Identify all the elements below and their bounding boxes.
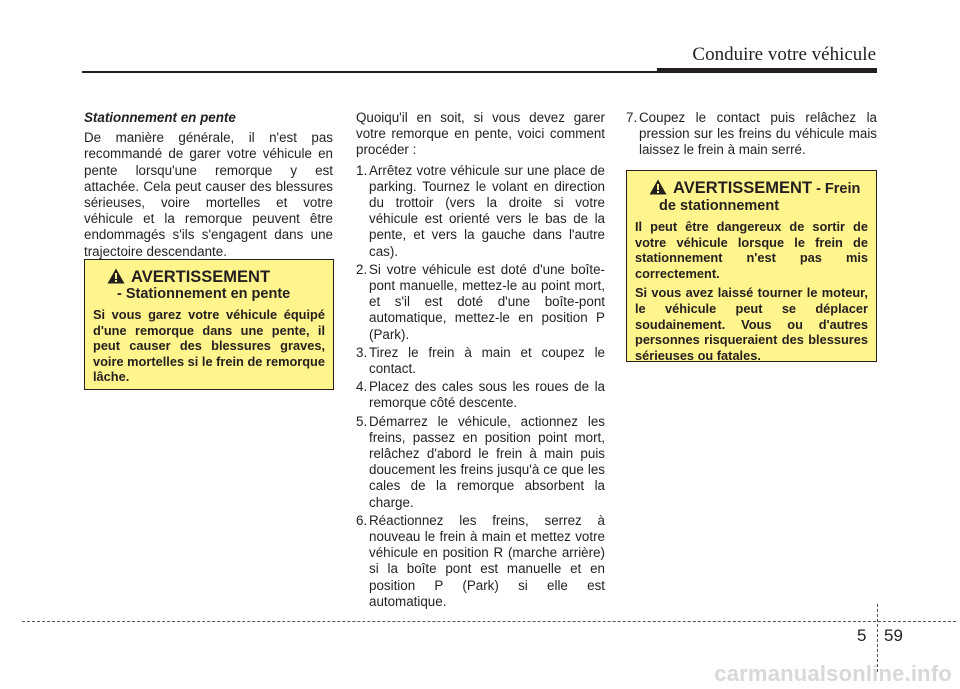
header-rule-accent xyxy=(657,68,877,73)
list-item xyxy=(356,345,605,377)
list-item xyxy=(356,513,605,610)
left-column xyxy=(84,110,333,260)
warning-text: Il peut être dangereux de sortir de votre véhicule lorsque le frein de stationnement n'est pas mis correctement. xyxy=(635,219,868,281)
warning-subtitle: de stationnement xyxy=(659,198,780,214)
warning-box-parking-brake xyxy=(626,170,877,362)
warning-subtitle: - Stationnement en pente xyxy=(117,286,291,302)
step-number: 1. xyxy=(356,162,368,178)
step-text: Démarrez le véhicule, actionnez les freins, passez en position point mort, relâchez d'abord le frein à main puis doucement les freins jusqu'à ce que les cales de la remorque absorbent la charge. xyxy=(369,413,605,510)
procedure-intro: Quoiqu'il en soit, si vous devez garer votre remorque en pente, voici comment procéder : xyxy=(356,110,605,158)
list-item xyxy=(356,262,605,343)
step-number: 3. xyxy=(356,344,368,360)
warning-header xyxy=(107,268,325,286)
warning-triangle-icon xyxy=(649,179,667,195)
warning-title: AVERTISSEMENT xyxy=(131,268,271,286)
section-heading: Stationnement en pente xyxy=(84,110,236,125)
footer-rule xyxy=(22,621,956,622)
page-number: 59 xyxy=(884,626,903,645)
header-rule xyxy=(82,71,660,73)
warning-title xyxy=(673,179,860,198)
warning-text: Si vous garez votre véhicule équipé d'une remorque dans une pente, il peut causer des blessures graves, voire mortelles si le frein de remorque lâche. xyxy=(93,307,325,385)
watermark: carmanualsonline.info xyxy=(714,661,952,686)
procedure-steps xyxy=(356,163,605,610)
step-text: Réactionnez les freins, serrez à nouveau le frein à main et mettez votre véhicule en position R (marche arrière) si la boîte pont est manuelle et en position P (Park) si elle est automatique. xyxy=(369,512,605,609)
warning-title-main: AVERTISSEMENT xyxy=(673,179,813,197)
middle-column xyxy=(356,110,605,612)
step-text: Si votre véhicule est doté d'une boîte-pont manuelle, mettez-le au point mort, et s'il est doté d'une boîte-pont automatique, mettez-le en position P (Park). xyxy=(369,261,605,342)
list-item xyxy=(356,163,605,260)
step-number: 5. xyxy=(356,413,368,429)
list-item xyxy=(626,110,877,159)
warning-triangle-icon xyxy=(107,268,125,284)
step-text: Tirez le frein à main et coupez le contact. xyxy=(369,344,605,377)
step-number: 2. xyxy=(356,261,368,277)
chapter-number: 5 xyxy=(857,626,867,645)
warning-title-suffix: - Frein xyxy=(812,181,861,197)
procedure-steps-continued xyxy=(626,110,877,159)
warning-text: Si vous avez laissé tourner le moteur, le véhicule peut se déplacer soudainement. Vous ou d'autres personnes risqueraient des blessures sérieuses ou fatales. xyxy=(635,285,868,363)
intro-paragraph: De manière générale, il n'est pas recommandé de garer votre véhicule en pente lorsqu'une remorque y est attachée. Cela peut causer des blessures sérieuses, voire mortelles et votre véhicule et la remorque peuvent être endommagés s'ils s'engagent dans une trajectoire descendante. xyxy=(84,130,333,259)
step-number: 4. xyxy=(356,379,368,395)
step-text: Coupez le contact puis relâchez la pression sur les freins du véhicule mais laissez le frein à main serré. xyxy=(639,110,877,158)
list-item xyxy=(356,379,605,411)
list-item xyxy=(356,414,605,511)
warning-box-slope-parking xyxy=(84,259,334,390)
step-number: 6. xyxy=(356,512,368,528)
step-number: 7. xyxy=(626,110,638,125)
warning-header xyxy=(649,179,868,198)
step-text: Arrêtez votre véhicule sur une place de parking. Tournez le volant en direction du trottoir (vers la droite si votre véhicule est orienté vers le bas de la pente, et vers la gauche dans l'autre cas). xyxy=(369,162,605,259)
step-text: Placez des cales sous les roues de la remorque côté descente. xyxy=(369,379,605,411)
page-header-title: Conduire votre véhicule xyxy=(692,44,876,65)
right-column xyxy=(626,110,877,161)
